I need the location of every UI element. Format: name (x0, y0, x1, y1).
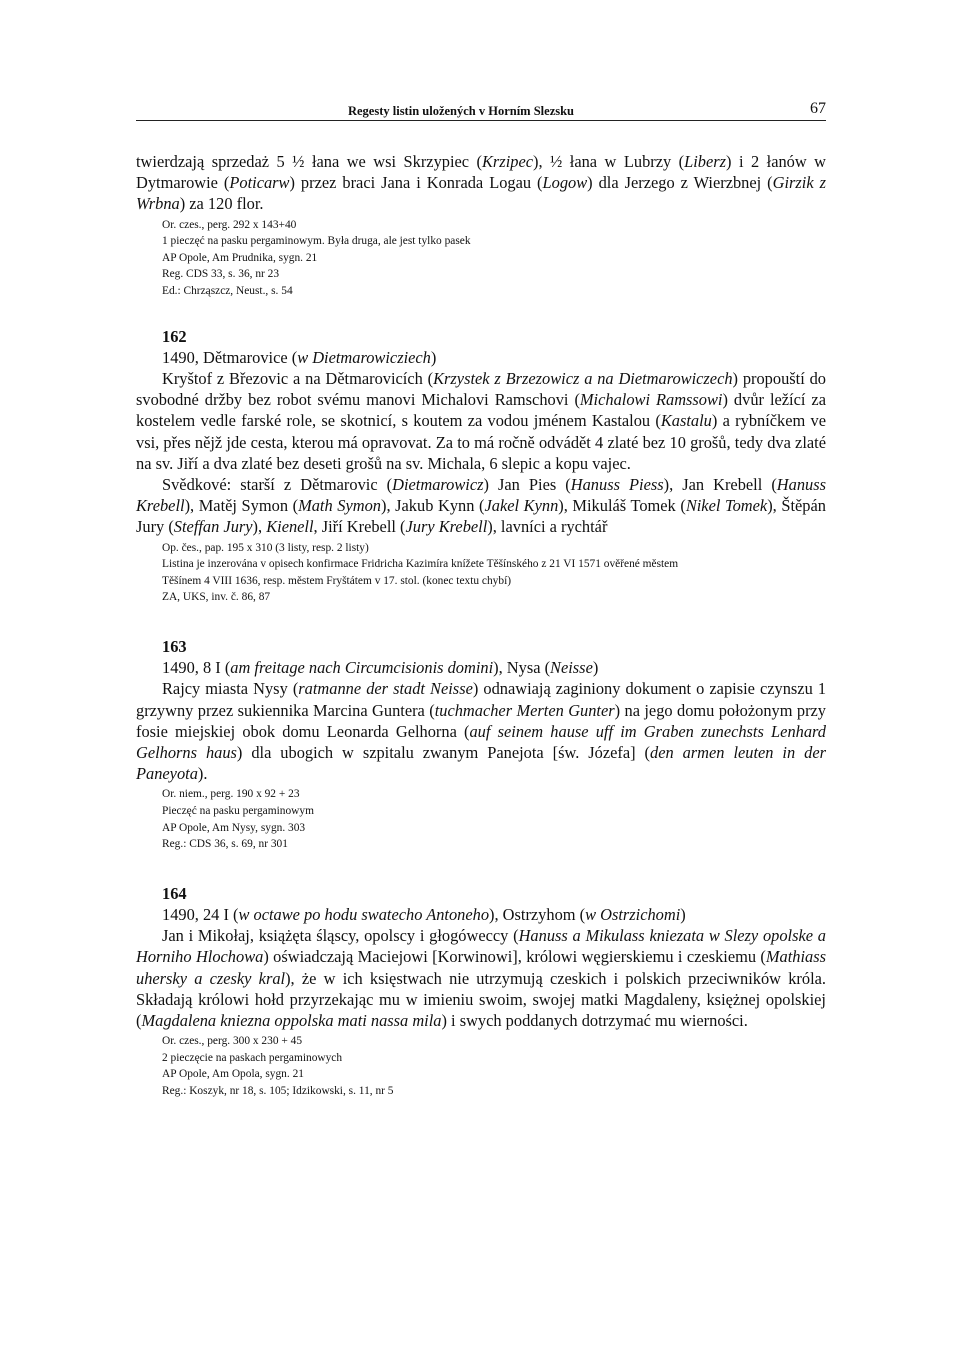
note-line: AP Opole, Am Prudnika, sygn. 21 (162, 251, 318, 264)
regest-text: Rajcy miasta Nysy (ratmanne der stadt Neisse) odnawiają zaginiony dokument o zapisie czynszu 1 grzywny przez sukiennika Marcina Guntera (tuchmacher Merten Gunter) na jego domu położonym przy fosie miejskiej obok domu Leonarda Gelhorna (auf seinem hause uff im Graben zunechsts Lenhard Gelhorns haus) dla ubogich w szpitalu zwanym Panejota [św. Józefa] (den armen leuten in der Paneyota). (136, 679, 827, 784)
archival-notes (162, 1033, 826, 1099)
note-line: Ed.: Chrząszcz, Neust., s. 54 (162, 284, 293, 297)
note-line: Or. czes., perg. 300 x 230 + 45 (162, 1035, 303, 1048)
note-line: Listina je inzerována v opisech konfirmace Fridricha Kazimíra knížete Těšínského z 21 VI 1571 ověřené městem (162, 558, 679, 571)
witnesses-text: Svědkové: starší z Dětmarovic (Dietmarowicz) Jan Pies (Hanuss Piess), Jan Krebell (Hanuss Krebell), Matěj Symon (Math Symon), Jakub Kynn (Jakel Kynn), Mikuláš Tomek (Nikel Tomek), Štěpán Jury (Steffan Jury), Kienell, Jiří Krebell (Jury Krebell), lavníci a rychtář (136, 475, 826, 537)
running-header (136, 98, 826, 121)
note-line: Reg. CDS 33, s. 36, nr 23 (162, 268, 280, 281)
note-line: ZA, UKS, inv. č. 86, 87 (162, 591, 271, 604)
note-line: Op. čes., pap. 195 x 310 (3 listy, resp. 2 listy) (162, 541, 369, 554)
note-line: Reg.: Koszyk, nr 18, s. 105; Idzikowski, s. 11, nr 5 (162, 1084, 394, 1097)
entry-164 (136, 883, 826, 1100)
entry-number: 162 (162, 326, 187, 346)
note-line: Reg.: CDS 36, s. 69, nr 301 (162, 838, 288, 851)
entry-163 (136, 636, 826, 853)
header-title: Regesty listin uložených v Horním Slezsku (347, 104, 575, 118)
note-line: Or. czes., perg. 292 x 143+40 (162, 218, 297, 231)
regest-text: twierdzają sprzedaż 5 ½ łana we wsi Skrzypiec (Krzipec), ½ łana w Lubrzy (Liberz) i 2 łanów w Dytmarowie (Poticarw) przez braci Jana i Konrada Logau (Logow) dla Jerzego z Wierzbnej (Girzik z Wrbna) za 120 flor. (136, 152, 827, 214)
regest-text: Kryštof z Březovic a na Dětmarovicích (Krzystek z Brzezowicz a na Dietmarowiczech) propouští do svobodné držby bez robot svému manovi Michalovi Ramschovi (Michalowi Ramssowi) dvůr ležící za kostelem vedle farské role, se skotnicí, s koutem za vodou jménem Kastalou (Kastalu) a rybníčkem ve vsi, přes nějž jde cesta, kterou má opravovat. Za to má ročně odvádět 4 zlaté bez 10 grošů, tedy dva zlaté na sv. Jiří a dva zlaté bez deseti grošů na sv. Michala, 6 slepic a kopu vajec. (136, 368, 827, 473)
entry-date-place: 1490, Dětmarovice (w Dietmarowicziech) (162, 347, 437, 367)
note-line: AP Opole, Am Opola, sygn. 21 (162, 1068, 304, 1081)
page-body (136, 151, 826, 1100)
note-line: Těšínem 4 VIII 1636, resp. městem Fryštátem v 17. stol. (konec textu chybí) (162, 574, 512, 587)
regest-text: Jan i Mikołaj, książęta śląscy, opolscy i głogóweccy (Hanuss a Mikulass kniezata w Slezy opolske a Horniho Hlochowa) oświadczają Maciejowi [Korwinowi], królowi węgierskiemu i czeskiemu (Mathiass uhersky a czesky kral), że w ich księstwach nie utrzymują czeskich i polskich przeciwników króla. Składają królowi hołd przyrzekając mu w imieniu swoim, swojej matki Magdaleny, księżnej opolskiej (Magdalena kniezna oppolska mati nassa mila) i swych poddanych dotrzymać mu wierności. (136, 926, 826, 1030)
entry-162 (136, 326, 826, 606)
note-line: Or. niem., perg. 190 x 92 + 23 (162, 788, 300, 801)
archival-notes (162, 540, 826, 606)
entry-date-place: 1490, 24 I (w octawe po hodu swatecho Antoneho), Ostrzyhom (w Ostrzichomi) (162, 904, 686, 924)
entry-date-place: 1490, 8 I (am freitage nach Circumcisionis domini), Nysa (Neisse) (162, 658, 599, 678)
page-number: 67 (810, 100, 826, 117)
entry-161-continuation (136, 151, 826, 300)
entry-number: 163 (162, 636, 187, 656)
entry-number: 164 (162, 883, 187, 903)
note-line: AP Opole, Am Nysy, sygn. 303 (162, 821, 306, 834)
note-line: 1 pieczęć na pasku pergaminowym. Była druga, ale jest tylko pasek (162, 235, 471, 248)
note-line: 2 pieczęcie na paskach pergaminowych (162, 1051, 343, 1064)
note-line: Pieczęć na pasku pergaminowym (162, 805, 314, 817)
document-page (136, 98, 826, 1100)
archival-notes (162, 786, 826, 852)
archival-notes (162, 217, 826, 300)
